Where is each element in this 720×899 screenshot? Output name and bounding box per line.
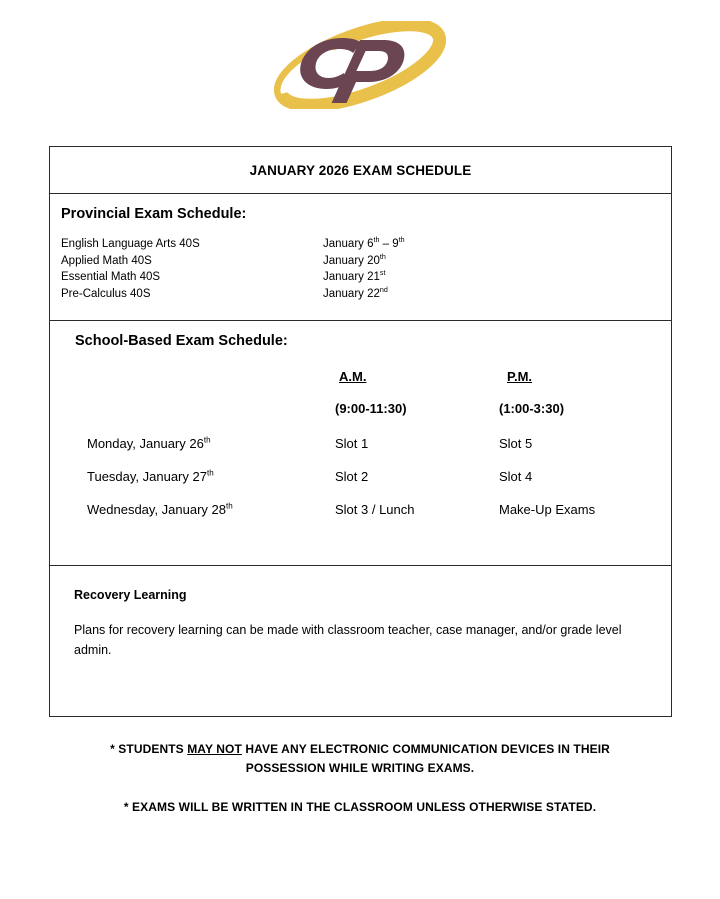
provincial-exam-section	[50, 194, 671, 321]
schedule-day-number: 27	[192, 469, 207, 484]
school-based-heading: School-Based Exam Schedule:	[75, 333, 288, 349]
provincial-date	[323, 236, 405, 253]
notice-text-lead: * STUDENTS	[110, 742, 188, 756]
schedule-am-slot: Slot 1	[335, 436, 369, 451]
table-row	[61, 436, 671, 451]
notice-classroom-exams: * EXAMS WILL BE WRITTEN IN THE CLASSROOM UNLESS OTHERWISE STATED.	[123, 800, 597, 814]
column-time-pm: (1:00-3:30)	[499, 401, 565, 416]
provincial-exam-list	[61, 236, 671, 302]
provincial-date	[323, 253, 386, 270]
schedule-day-ordinal: th	[206, 468, 214, 478]
schedule-pm-slot: Slot 5	[499, 436, 533, 451]
provincial-date	[323, 269, 385, 286]
provincial-date-separator: –	[379, 238, 393, 250]
schedule-weekday: Wednesday, January	[87, 502, 212, 517]
column-time-day-spacer	[61, 401, 335, 416]
schedule-day-ordinal: th	[226, 501, 233, 511]
school-based-exam-section	[50, 321, 671, 566]
table-row	[61, 469, 671, 484]
provincial-course: Essential Math 40S	[61, 271, 161, 283]
column-header-am: A.M.	[339, 369, 367, 384]
provincial-heading: Provincial Exam Schedule:	[61, 206, 247, 222]
provincial-date-day: 20	[367, 254, 380, 267]
provincial-date-day: 22	[367, 287, 380, 300]
provincial-date	[323, 286, 388, 303]
column-header-day-spacer	[61, 369, 335, 384]
schedule-am-slot: Slot 3 / Lunch	[335, 502, 415, 517]
provincial-date-ordinal: nd	[379, 285, 388, 294]
schedule-weekday: Tuesday, January	[87, 469, 193, 484]
provincial-date-ordinal: th	[373, 236, 380, 245]
table-row	[61, 502, 671, 517]
schedule-day-number: 26	[189, 436, 204, 451]
provincial-course: Pre-Calculus 40S	[61, 287, 151, 300]
list-item	[61, 236, 671, 253]
provincial-date-ordinal2: th	[398, 236, 405, 245]
schedule-am-slot: Slot 2	[335, 469, 369, 484]
page-title: JANUARY 2026 EXAM SCHEDULE	[249, 163, 472, 178]
provincial-date-ordinal: th	[379, 252, 386, 261]
exam-schedule-table	[49, 146, 672, 717]
recovery-learning-body: Plans for recovery learning can be made with classroom teacher, case manager, and/or grade level admin.	[74, 623, 622, 657]
schedule-weekday: Monday, January	[87, 436, 190, 451]
provincial-date-month: January	[323, 287, 364, 300]
provincial-date-day: 6	[367, 238, 374, 250]
list-item	[61, 286, 671, 303]
schedule-day	[61, 469, 335, 484]
schedule-pm-slot: Make-Up Exams	[499, 502, 596, 517]
schedule-day	[61, 502, 335, 517]
recovery-learning-section	[50, 566, 671, 716]
cp-school-logo	[270, 21, 450, 109]
schedule-column-times	[61, 401, 671, 416]
notice-text-rest: HAVE ANY ELECTRONIC COMMUNICATION DEVICES IN THEIR POSSESSION WHILE WRITING EXAMS.	[241, 742, 610, 775]
schedule-pm-slot: Slot 4	[499, 469, 533, 484]
provincial-date-month: January	[323, 238, 364, 250]
provincial-course: Applied Math 40S	[61, 254, 152, 267]
column-header-pm: P.M.	[507, 369, 533, 384]
provincial-course: English Language Arts 40S	[61, 238, 200, 250]
schedule-day	[61, 436, 335, 451]
recovery-learning-heading: Recovery Learning	[74, 588, 187, 602]
list-item	[61, 269, 671, 286]
footer-notices	[0, 740, 720, 817]
provincial-date-day: 21	[367, 271, 380, 283]
provincial-date-month: January	[323, 254, 364, 267]
logo-area	[0, 0, 720, 118]
provincial-date-month: January	[323, 271, 364, 283]
column-time-am: (9:00-11:30)	[335, 401, 407, 416]
table-title-row	[50, 147, 671, 194]
schedule-day-number: 28	[211, 502, 227, 517]
notice-electronic-devices	[95, 740, 625, 778]
notice-emphasis-may-not: MAY NOT	[187, 742, 242, 756]
list-item	[61, 253, 671, 270]
schedule-column-headers	[61, 369, 671, 384]
schedule-day-ordinal: th	[203, 435, 211, 445]
provincial-date-day2: 9	[392, 238, 399, 250]
provincial-date-ordinal: st	[379, 269, 386, 278]
